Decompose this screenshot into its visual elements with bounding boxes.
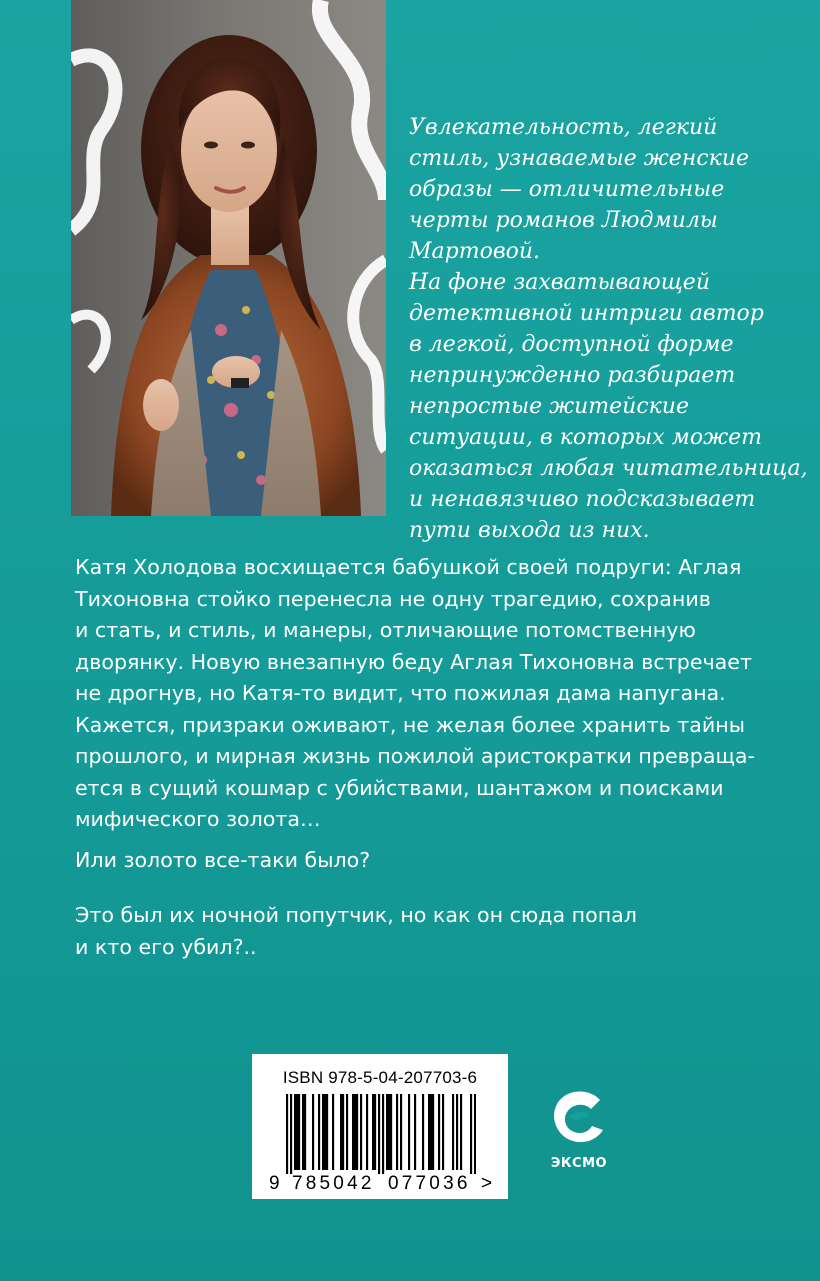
ean-right-digits: 077036 <box>388 1173 471 1194</box>
barcode-bar <box>360 1094 362 1170</box>
barcode-bar <box>422 1094 424 1170</box>
ean-left-digits: 785042 <box>292 1173 375 1194</box>
blurb-line: пути выхода из них. <box>409 518 650 543</box>
barcode-bar <box>322 1094 324 1170</box>
blurb-line: стиль, узнаваемые женские <box>409 146 749 171</box>
barcode-bar <box>354 1094 356 1170</box>
blurb-line: оказаться любая читательница, <box>409 456 808 481</box>
barcode-bar <box>312 1094 314 1170</box>
description-question: Или золото все-таки было? <box>75 848 371 872</box>
publisher-name: ЭКСМО <box>550 1156 608 1171</box>
blurb-line: в легкой, доступной форме <box>409 332 734 357</box>
blurb-line: образы — отличительные <box>409 177 725 202</box>
barcode-bar <box>286 1094 288 1174</box>
barcode-bar <box>332 1094 334 1170</box>
barcode-bar <box>382 1094 384 1174</box>
barcode-bar <box>318 1094 320 1170</box>
blurb-line: детективной интриги автор <box>409 301 764 326</box>
barcode-bars <box>286 1094 476 1174</box>
description-closing <box>75 900 775 963</box>
barcode-bar <box>326 1094 328 1170</box>
barcode-bar <box>374 1094 376 1170</box>
ean-quiet-zone-marker: > <box>481 1173 493 1194</box>
blurb-line: непринужденно разбирает <box>409 363 736 388</box>
barcode-bar <box>430 1094 432 1170</box>
author-photo <box>71 0 386 516</box>
description-line: прошлого, и мирная жизнь пожилой аристократки превраща- <box>75 744 755 768</box>
barcode-bar <box>432 1094 434 1170</box>
eksmo-swirl-icon <box>548 1086 610 1148</box>
description-line: дворянку. Новую внезапную беду Аглая Тихоновна встречает <box>75 649 752 674</box>
blurb-line: и ненавязчиво подсказывает <box>409 487 756 512</box>
barcode-bar <box>414 1094 416 1170</box>
barcode-bar <box>294 1094 296 1170</box>
barcode-bar <box>390 1094 392 1170</box>
barcode-bar <box>302 1094 304 1170</box>
barcode-bar <box>296 1094 298 1170</box>
barcode-bar <box>396 1094 398 1170</box>
blurb-line: На фоне захватывающей <box>409 270 710 295</box>
barcode-bar <box>324 1094 326 1170</box>
barcode-bar <box>460 1094 462 1170</box>
isbn-barcode <box>252 1054 508 1199</box>
description-line: мифического золота… <box>75 807 321 831</box>
author-photo-image <box>71 0 386 516</box>
barcode-bar <box>366 1094 368 1170</box>
barcode-bar <box>442 1094 444 1170</box>
blurb-line: черты романов Людмилы <box>409 208 718 233</box>
barcode-bar <box>290 1094 292 1174</box>
closing-line: Это был их ночной попутчик, но как он сюда попал <box>75 903 637 927</box>
barcode-bar <box>474 1094 476 1174</box>
ean-first-digit: 9 <box>269 1173 280 1194</box>
barcode-bar <box>340 1094 342 1170</box>
barcode-bar <box>428 1094 430 1170</box>
barcode-bar <box>386 1094 388 1170</box>
description-line: Кажется, призраки оживают, не желая более хранить тайны <box>75 712 746 737</box>
blurb-line: непростые житейские <box>409 394 689 419</box>
barcode-bar <box>356 1094 358 1170</box>
barcode-bar <box>304 1094 306 1170</box>
barcode-bar <box>378 1094 380 1174</box>
barcode-bar <box>408 1094 410 1170</box>
barcode-bar <box>456 1094 458 1170</box>
closing-line: и кто его убил?.. <box>75 934 257 959</box>
barcode-bar <box>372 1094 374 1170</box>
description-line: не дрогнув, но Катя-то видит, что пожилая дама напугана. <box>75 681 726 705</box>
barcode-bar <box>388 1094 390 1170</box>
barcode-bar <box>400 1094 402 1170</box>
barcode-bar <box>438 1094 440 1170</box>
blurb-line: Мартовой. <box>409 239 541 264</box>
barcode-bar <box>470 1094 472 1174</box>
blurb-line: ситуации, в которых может <box>409 425 762 450</box>
description-line: Катя Холодова восхищается бабушкой своей подруги: Аглая <box>75 555 742 579</box>
barcode-bar <box>452 1094 454 1170</box>
book-description <box>75 552 775 959</box>
blurb-line: Увлекательность, легкий <box>409 115 718 140</box>
description-line: ется в сущий кошмар с убийствами, шантажом и поисками <box>75 775 724 800</box>
description-line: и стать, и стиль, и манеры, отличающие потомственную <box>75 618 696 642</box>
barcode-bar <box>346 1094 348 1170</box>
description-line: Тихоновна стойко перенесла не одну трагедию, сохранив <box>75 586 711 611</box>
author-blurb <box>409 112 809 546</box>
barcode-bar <box>352 1094 354 1170</box>
barcode-bar <box>298 1094 300 1170</box>
barcode-bar <box>342 1094 344 1170</box>
isbn-label: ISBN 978-5-04-207703-6 <box>282 1068 478 1087</box>
